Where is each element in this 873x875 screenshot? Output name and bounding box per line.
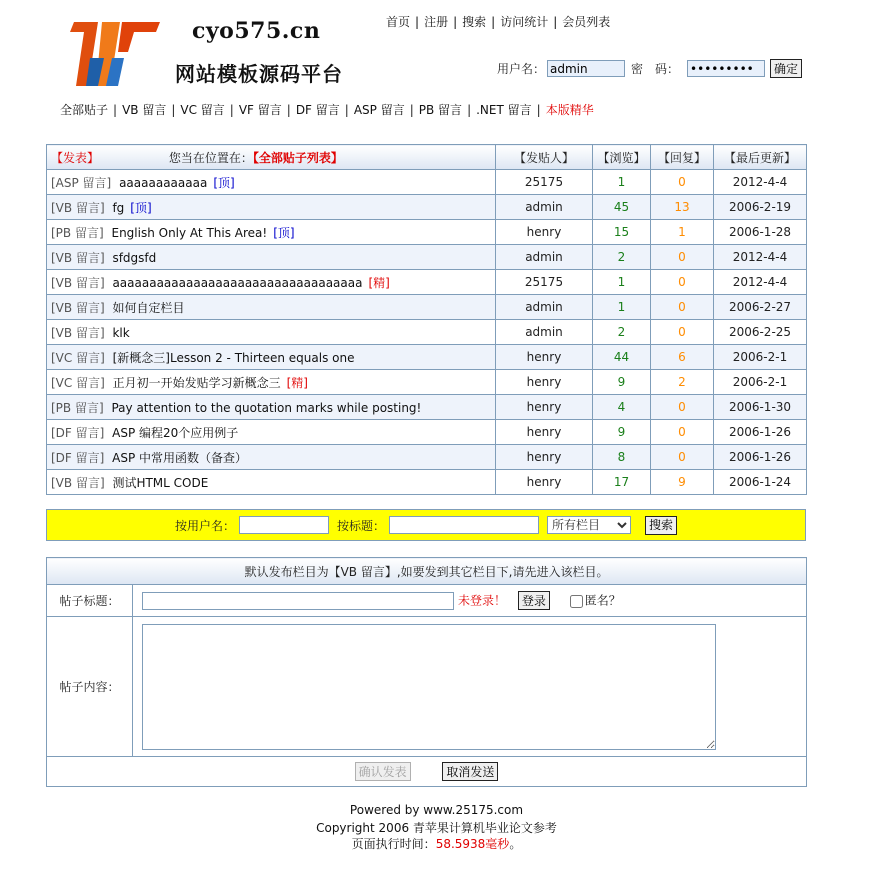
- column-views: 【浏览】: [593, 145, 651, 170]
- topic-author[interactable]: admin: [496, 245, 593, 270]
- nav-search-link[interactable]: 搜索: [462, 15, 487, 29]
- column-replies: 【回复】: [651, 145, 714, 170]
- topic-title-link[interactable]: ASP 中常用函数（备查）: [112, 450, 248, 465]
- table-row: [47, 470, 807, 495]
- topic-views: 17: [593, 470, 651, 495]
- search-submit-button[interactable]: 搜索: [645, 516, 677, 535]
- topic-author[interactable]: admin: [496, 320, 593, 345]
- table-row: [47, 270, 807, 295]
- table-row: [47, 445, 807, 470]
- topic-category-link[interactable]: [PB 留言]: [51, 225, 104, 240]
- category-all-link[interactable]: 全部贴子: [60, 103, 109, 117]
- topic-title-link[interactable]: [新概念三]Lesson 2 - Thirteen equals one: [112, 350, 355, 365]
- topic-title-link[interactable]: Pay attention to the quotation marks while posting!: [111, 400, 422, 415]
- topic-table: [46, 144, 807, 495]
- topic-title-link[interactable]: fg: [112, 200, 125, 215]
- top-tag: [顶]: [273, 225, 295, 240]
- topic-updated: 2006-1-24: [714, 470, 807, 495]
- topic-subject-cell: [47, 470, 496, 495]
- topic-author[interactable]: admin: [496, 195, 593, 220]
- table-row: [47, 345, 807, 370]
- topic-views: 9: [593, 370, 651, 395]
- topic-subject-cell: [47, 370, 496, 395]
- topic-replies: 0: [651, 320, 714, 345]
- site-name: 网站模板源码平台: [175, 62, 343, 86]
- topic-updated: 2006-2-1: [714, 370, 807, 395]
- topic-title-link[interactable]: aaaaaaaaaaaa: [119, 175, 208, 190]
- post-form-notice: 默认发布栏目为【VB 留言】,如要发到其它栏目下,请先进入该栏目。: [47, 558, 807, 585]
- table-row: [47, 420, 807, 445]
- topic-subject-cell: [47, 245, 496, 270]
- topic-category-link[interactable]: [DF 留言]: [51, 450, 105, 465]
- topic-subject-cell: [47, 195, 496, 220]
- footer-exec-time: [0, 835, 873, 852]
- new-post-link[interactable]: 【发表】: [51, 150, 100, 165]
- topic-author[interactable]: henry: [496, 395, 593, 420]
- topic-category-link[interactable]: [VB 留言]: [51, 475, 105, 490]
- top-tag: [顶]: [130, 200, 152, 215]
- topic-subject-cell: [47, 270, 496, 295]
- topic-views: 4: [593, 395, 651, 420]
- password-input[interactable]: [687, 60, 765, 77]
- topic-replies: 6: [651, 345, 714, 370]
- column-author: 【发贴人】: [496, 145, 593, 170]
- search-user-label: 按用户名：: [174, 518, 235, 533]
- not-logged-in-text: 未登录！: [458, 593, 507, 608]
- post-title-input[interactable]: [142, 592, 454, 610]
- post-title-label: 帖子标题：: [47, 585, 133, 617]
- exec-time-value: 58.5938毫秒: [435, 837, 510, 851]
- table-row: [47, 195, 807, 220]
- column-updated: 【最后更新】: [714, 145, 807, 170]
- topic-views: 1: [593, 170, 651, 195]
- topic-updated: 2006-1-28: [714, 220, 807, 245]
- topic-author[interactable]: henry: [496, 370, 593, 395]
- topic-replies: 0: [651, 170, 714, 195]
- topic-category-link[interactable]: [VB 留言]: [51, 325, 105, 340]
- topic-author[interactable]: admin: [496, 295, 593, 320]
- topic-title-link[interactable]: sfdgsfd: [112, 250, 157, 265]
- post-content-label: 帖子内容：: [47, 617, 133, 757]
- nav-register-link[interactable]: 注册: [424, 15, 449, 29]
- topic-replies: 0: [651, 445, 714, 470]
- topic-title-link[interactable]: English Only At This Area!: [111, 225, 268, 240]
- topic-subject-cell: [47, 395, 496, 420]
- table-row: [47, 220, 807, 245]
- footer-copyright: Copyright 2006 青苹果计算机毕业论文参考: [316, 821, 557, 835]
- topic-title-link[interactable]: 正月初一开始发贴学习新概念三: [112, 375, 281, 390]
- topic-author[interactable]: henry: [496, 345, 593, 370]
- search-title-input[interactable]: [389, 516, 539, 534]
- topic-category-link[interactable]: [VB 留言]: [51, 300, 105, 315]
- top-tag: [顶]: [213, 175, 235, 190]
- topic-title-link[interactable]: 测试HTML CODE: [112, 475, 209, 490]
- topic-category-link[interactable]: [VB 留言]: [51, 200, 105, 215]
- category-best-link[interactable]: 本版精华: [545, 103, 594, 117]
- topic-category-link[interactable]: [VC 留言]: [51, 350, 105, 365]
- anonymous-label: 匿名？: [584, 593, 621, 608]
- login-submit-button[interactable]: 确定: [770, 59, 802, 78]
- topic-replies: 13: [651, 195, 714, 220]
- topic-table-header: [47, 145, 807, 170]
- site-domain: cyo575.cn: [192, 18, 321, 44]
- topic-replies: 9: [651, 470, 714, 495]
- location-value: 【全部贴子列表】: [252, 150, 343, 165]
- topic-views: 44: [593, 345, 651, 370]
- nav-members-link[interactable]: 会员列表: [562, 15, 611, 29]
- anonymous-checkbox[interactable]: [570, 595, 583, 608]
- category-vf-link[interactable]: VF 留言: [238, 103, 282, 117]
- topic-category-link[interactable]: [ASP 留言]: [51, 175, 112, 190]
- topic-category-link[interactable]: [VB 留言]: [51, 250, 105, 265]
- topic-subject-cell: [47, 170, 496, 195]
- topic-views: 2: [593, 245, 651, 270]
- top-nav: 首页 | 注册 | 搜索 | 访问统计 | 会员列表: [386, 15, 611, 29]
- topic-views: 2: [593, 320, 651, 345]
- topic-views: 9: [593, 420, 651, 445]
- topic-views: 45: [593, 195, 651, 220]
- topic-replies: 0: [651, 395, 714, 420]
- password-label: 密 码：: [631, 62, 680, 76]
- topic-updated: 2006-2-19: [714, 195, 807, 220]
- category-nav: 全部贴子 | VB 留言 | VC 留言 | VF 留言 | DF 留言 | ASP 留言 | PB 留言 | .NET 留言 | 本版精华: [60, 103, 594, 117]
- login-form: [497, 59, 802, 78]
- table-row: [47, 295, 807, 320]
- search-bar: [46, 509, 806, 541]
- topic-category-link[interactable]: [VB 留言]: [51, 275, 105, 290]
- best-tag: [精]: [368, 275, 390, 290]
- table-row: [47, 170, 807, 195]
- search-title-label: 按标题：: [336, 518, 385, 533]
- topic-updated: 2006-2-1: [714, 345, 807, 370]
- post-content-textarea[interactable]: [142, 624, 716, 750]
- topic-updated: 2006-1-26: [714, 420, 807, 445]
- post-form: [46, 557, 807, 787]
- topic-replies: 0: [651, 295, 714, 320]
- table-row: [47, 395, 807, 420]
- topic-author[interactable]: henry: [496, 470, 593, 495]
- topic-subject-cell: [47, 445, 496, 470]
- topic-author[interactable]: henry: [496, 445, 593, 470]
- table-row: [47, 245, 807, 270]
- exec-time-prefix: 页面执行时间：: [351, 837, 436, 851]
- location-prefix: 您当在位置在：: [168, 150, 253, 165]
- exec-time-suffix: 。: [509, 837, 522, 851]
- topic-views: 15: [593, 220, 651, 245]
- nav-stats-link[interactable]: 访问统计: [500, 15, 549, 29]
- category-vb-link[interactable]: VB 留言: [122, 103, 167, 117]
- topic-author[interactable]: henry: [496, 420, 593, 445]
- search-column-select[interactable]: [547, 516, 631, 534]
- topic-subject-cell: [47, 320, 496, 345]
- topic-title-link[interactable]: 如何自定栏目: [112, 300, 185, 315]
- topic-author[interactable]: 25175: [496, 170, 593, 195]
- best-tag: [精]: [286, 375, 308, 390]
- topic-updated: 2006-1-26: [714, 445, 807, 470]
- topic-updated: 2012-4-4: [714, 170, 807, 195]
- footer-powered: Powered by www.25175.com: [349, 803, 524, 817]
- topic-updated: 2006-2-27: [714, 295, 807, 320]
- category-pb-link[interactable]: PB 留言: [418, 103, 463, 117]
- topic-replies: 2: [651, 370, 714, 395]
- topic-author[interactable]: henry: [496, 220, 593, 245]
- category-vc-link[interactable]: VC 留言: [180, 103, 225, 117]
- category-asp-link[interactable]: ASP 留言: [353, 103, 405, 117]
- topic-category-link[interactable]: [PB 留言]: [51, 400, 104, 415]
- topic-header-cell: [47, 145, 496, 170]
- topic-replies: 1: [651, 220, 714, 245]
- topic-updated: 2012-4-4: [714, 245, 807, 270]
- topic-title-link[interactable]: ASP 编程20个应用例子: [112, 425, 239, 440]
- site-logo: [70, 18, 165, 90]
- topic-subject-cell: [47, 295, 496, 320]
- topic-updated: 2006-1-30: [714, 395, 807, 420]
- nav-home-link[interactable]: 首页: [386, 15, 411, 29]
- topic-views: 1: [593, 270, 651, 295]
- topic-views: 8: [593, 445, 651, 470]
- topic-replies: 0: [651, 420, 714, 445]
- confirm-post-button[interactable]: 确认发表: [355, 762, 411, 781]
- topic-category-link[interactable]: [VC 留言]: [51, 375, 105, 390]
- topic-title-link[interactable]: klk: [112, 325, 130, 340]
- topic-subject-cell: [47, 420, 496, 445]
- topic-views: 1: [593, 295, 651, 320]
- topic-author[interactable]: 25175: [496, 270, 593, 295]
- table-row: [47, 320, 807, 345]
- username-input[interactable]: [547, 60, 625, 77]
- topic-updated: 2006-2-25: [714, 320, 807, 345]
- topic-title-link[interactable]: aaaaaaaaaaaaaaaaaaaaaaaaaaaaaaaaaa: [112, 275, 363, 290]
- topic-updated: 2012-4-4: [714, 270, 807, 295]
- topic-subject-cell: [47, 345, 496, 370]
- username-label: 用户名：: [497, 62, 546, 76]
- topic-replies: 0: [651, 245, 714, 270]
- cancel-post-button[interactable]: 取消发送: [442, 762, 498, 781]
- category-df-link[interactable]: DF 留言: [295, 103, 340, 117]
- topic-category-link[interactable]: [DF 留言]: [51, 425, 105, 440]
- topic-replies: 0: [651, 270, 714, 295]
- post-login-button[interactable]: 登录: [518, 591, 550, 610]
- category-net-link[interactable]: .NET 留言: [476, 103, 532, 117]
- search-user-input[interactable]: [239, 516, 329, 534]
- topic-subject-cell: [47, 220, 496, 245]
- table-row: [47, 370, 807, 395]
